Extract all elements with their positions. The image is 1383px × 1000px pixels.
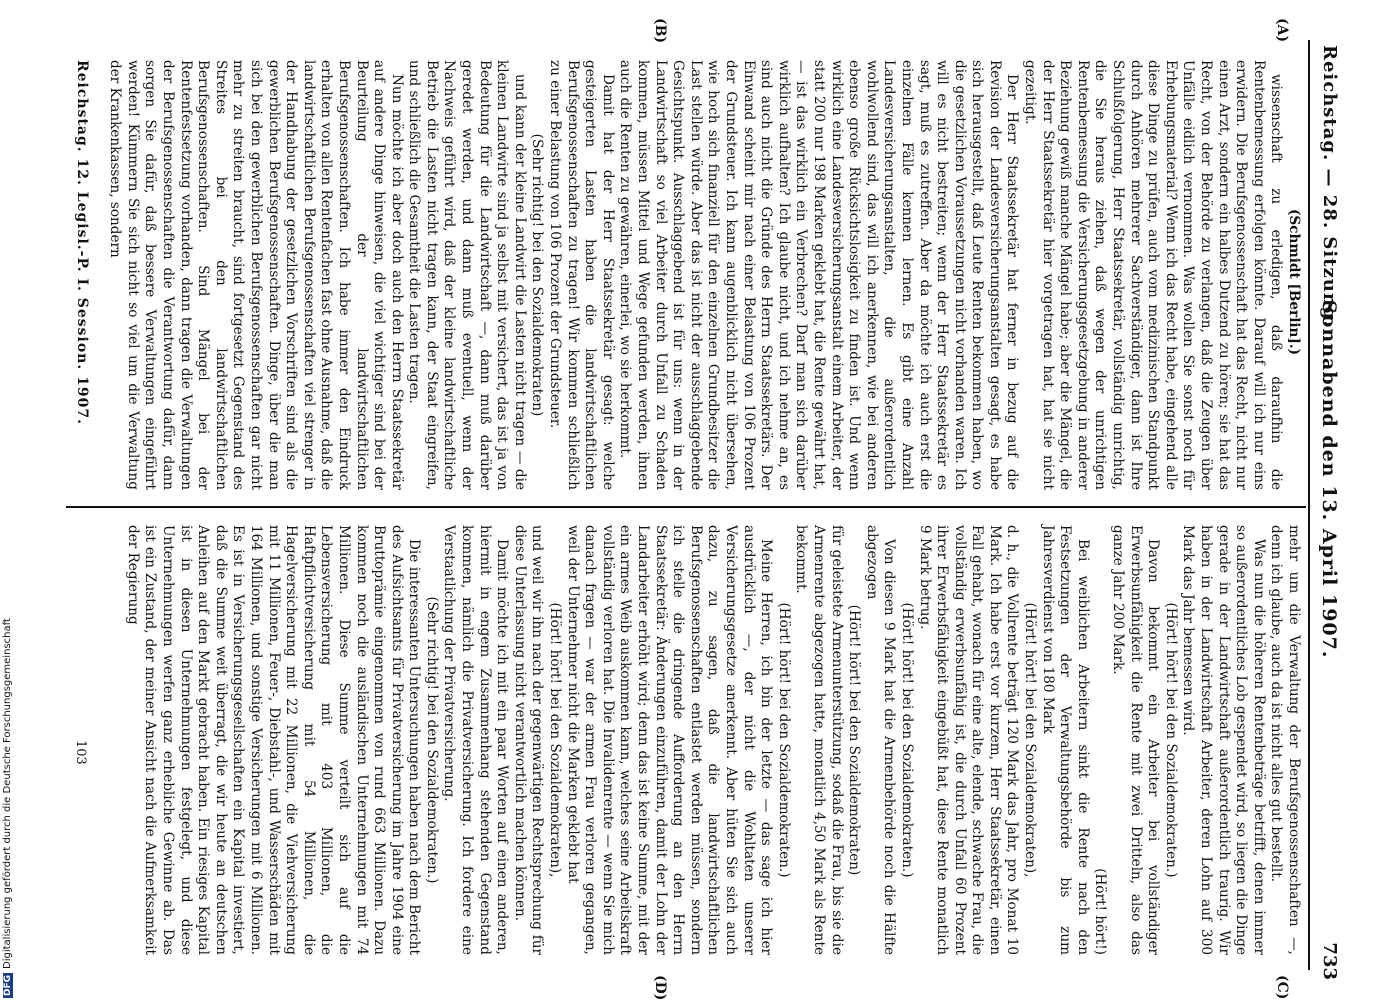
paragraph: Von diesen 9 Mark hat die Armenbehörde noch die Hälfte abgezogen [863,525,898,955]
interjection: (Hört! hört! bei den Sozialdemokraten), [547,602,564,878]
speaker-name: (Schmidt [Berlin].) [1286,208,1302,355]
margin-marker-a: (A) [1274,18,1290,43]
paragraph: Damit hat der Herr Staatssekretär gesagt: welche gesteigerten Lasten haben die landwirtschaftlichen Berufsgenossenschaften zu tragen! Wir kommen schließlich zu einer Belastung von 106 Prozent der Grundsteuer. [547,60,616,490]
dfg-logo-icon: DFG [3,974,13,996]
header-rule [1308,40,1310,970]
right-column [123,525,1302,955]
page-header [1306,0,1350,1000]
paragraph: Meine Herren, ich bin der letzte — das sage ich hier ausdrücklich —, der nicht die Wohltaten unserer Versicherungsgesetze anerkennt. Aber hüten Sie sich auch dazu, zu sagen, daß die landwirtschaftlichen Berufsgenossenschaften entlastet werden müssen, sondern ich stelle die dringende Aufforderung an den Herrn Staatssekretär: Änderungen einzuführen, damit der Lohn der Landarbeiter erhöht wird; denn das ist keine Summe, mit der ein armes Weib auskommen kann, welches seine Arbeitskraft vollständig verloren hat. Die Invalidenrente — wenn Sie mich danach fragen — war der armen Frau verloren gegangen, weil der Unternehmer nicht die Marken geklebt hat [564,525,775,955]
header-session: Reichstag. — 28. Sitzung. [1319,45,1340,328]
margin-marker-d: (D) [652,975,668,1000]
paragraph: wissenschaft zu erledigen, daß daraufhin die Rentenbemessung erfolgen könnte. Darauf will ich nur eins erwidern. Die Berufsgenossenschaft hat das Recht, nicht nur einen Arzt, sondern ein halbes Dutzend zu hören; sie hat das Recht, von der Behörde zu verlangen, daß die Zeugen über Unfälle eidlich vernommen. Was wollen Sie sonst noch für Erhebungsmaterial? Wenn ich das Recht habe, eingehend alle diese Dinge zu prüfen, auch vom medizinischen Standpunkt durch Anhören mehrerer Sachverständiger, dann ist Ihre Schlußfolgerung, Herr Staatssekretär, vollständig unrichtig, die Sie heraus ziehen, daß wegen der unrichtigen Rentenbemessung die Versicherungsgesetzgebung in anderer Beziehung gewiß manche Mängel habe; aber die Mängel, die der Herr Staatssekretär hier vorgetragen hat, hat sie nicht gezeitigt. [1022,60,1285,490]
paragraph: Damit möchte ich mit ein paar Worten auf einen anderen, hiermit in engem Zusammenhang stehenden Gegenstand kommen, nämlich die Privatversicherung. Ich fordere eine Verstaatlichung der Privatversicherung. [441,525,511,955]
credit-text: Digitalisierung gefördert durch die Deutsche Forschungsgemeinschaft [2,618,13,969]
interjection: (Hört! hört! bei den Sozialdemokraten) [846,604,863,876]
interjection: (Hört! hört! bei den Sozialdemokraten.) [1162,602,1179,878]
page-number: 733 [1319,942,1340,980]
interjection: (Hört! hört!) [1092,868,1109,955]
interjection: (Sehr richtig! bei den Sozialdemokraten) [529,133,546,417]
paragraph: Bei weiblichen Arbeitern sinkt die Rente nach den Festsetzungen der Verwaltungsbehörde bis zum Jahresverdienst von 180 Mark [1039,525,1091,955]
footer-number: 103 [73,740,88,765]
document-page [50,0,1350,1000]
paragraph: Davon bekommt ein Arbeiter bei vollständiger Erwerbsunfähigkeit die Rente mit zwei Dritteln, also das ganze Jahr 200 Mark. [1110,525,1162,955]
paragraph: mehr um die Verwaltung der Berufsgenossenschaften —, denn ich glaube, auch da ist nicht alles gut bestellt. [1268,525,1302,955]
digitization-credit [2,618,13,998]
interjection: (Hört! hört! bei den Sozialdemokraten), [1022,602,1039,878]
paragraph: Nun möchte ich aber doch auch den Herrn Staatssekretär auf andere Dinge hinweisen, die viel wichtiger sind bei der Beurteilung der landwirtschaftlichen Berufsgenossenschaften. Ich habe immer den Eindruck erhalten von allen Rentenfachen fast ohne Ausnahme, daß die landwirtschaftlichen Berufsgenossenschaften viel strenger in der Handhabung der gesetzlichen Vorschriften sind als die gewerblichen Berufsgenossenschaften. Dinge, über die man sich bei den gewerblichen Berufsgenossenschaften gar nicht mehr zu streiten braucht, sind fortgesetzt Gegenstand des Streites bei den landwirtschaftlichen Berufsgenossenschaften. Sind Mängel bei der Rentenfestsetzung vorhanden, dann tragen die Verwaltungen der Berufsgenossenschaften die Verantwortung dafür, dann sorgen Sie dafür, daß bessere Verwaltungen eingeführt werden! Kümmern Sie sich nicht so viel um die Verwaltung der Krankenkassen, sondern [107,60,405,490]
paragraph: und kann der kleine Landwirt die Lasten nicht tragen — die kleinen Landwirte sind ja selbst mit versichert, das ist ja von Bedeutung für die Landwirtschaft —, dann muß darüber geredet werden, und dann muß eventuell, wenn der Nachweis geführt wird, daß der kleine landwirtschaftliche Betrieb die Lasten nicht tragen kann, der Staat eingreifen, und schließlich die Gesamtheit die Lasten tragen. [406,60,528,490]
paragraph: Der Herr Staatssekretär hat ferner in bezug auf die Revision der Landesversicherungsanstalten gesagt, es habe sich herausgestellt, daß Leute Renten bekommen haben, wo die gesetzlichen Voraussetzungen nicht vorhanden waren. Ich will es nicht bestreiten; wenn der Herr Staatssekretär es sagt, muß es zutreffen. Aber da möchte ich auch erst die einzelnen Fälle kennen lernen. Es gibt eine Anzahl Landesversicherungsanstalten, die außerordentlich wohlwollend sind, das will ich anerkennen, wie bei anderen ebenso große Rücksichtslosigkeit zu finden ist. Und wenn wirklich eine Landesversicherungsanstalt einem Arbeiter, der statt 200 nur 198 Marken geklebt hat, die Rente gewährt hat, — ist das wirklich ein Verbrechen? Darf man sich darüber wirklich aufhalten? Ich glaube nicht, und ich nehme an, es sind auch nicht die Gründe des Herrn Staatssekretärs. Der Einwand scheint mir nach einer Belastung von 106 Prozent der Grundsteuer. Ich kann augenblicklich nicht übersehen, wie hoch sich finanziell für den einzelnen Grundbesitzer die Last stellen würde. Aber das ist nicht der ausschlaggebende Gesichtspunkt. Ausschlaggebend ist für uns: wenn in der Landwirtschaft so viel Arbeiter durch Unfall zu Schaden kommen, müssen Mittel und Wege gefunden werden, ihnen auch die Renten zu gewähren, einerlei, wo sie herkommt. [617,60,1021,490]
margin-marker-c: (C) [1274,975,1290,1000]
header-date: Sonnabend den 13. April 1907. [1318,300,1340,659]
paragraph: Was nun die höheren Rentenbeträge betrifft, denen immer so außerordentliches Lob gespendet wird, so liegen die Dinge gerade in der Landwirtschaft außerordentlich traurig. Wir haben in der Landwirtschaft Arbeiter, deren Lohn auf 300 Mark das Jahr bemessen wird. [1180,525,1267,955]
margin-marker-b: (B) [652,18,668,44]
left-column [106,60,1302,490]
paragraph: Die interessanten Untersuchungen haben nach dem Bericht des Aufsichtsamts für Privatversicherung im Jahre 1904 eine Bruttoprämie eingenommen von rund 663 Millionen. Dazu kommen noch die ausländischen Unternehmungen mit 74 Millionen. Diese Summe verteilt sich auf die Lebensversicherung mit 403 Millionen, die Haftpflichtversicherung mit 54 Millionen, die Hagelversicherung mit 22 Millionen, die Viehversicherung mit 11 Millionen, Feuer-, Diebstahl-, und Wasserschäden mit 164 Millionen, und sonstige Versicherungen mit 6 Millionen. Es ist in Versicherungsgesellschaften ein Kapital investiert, daß die Summe weit überragt, die wir heute an deutschen Anleihen auf den Markt gebracht haben. Ein riesiges Kapital ist in diesen Unternehmungen festgelegt, und diese Unternehmungen werfen ganz erhebliche Gewinne ab. Das ist ein Zustand, der meiner Ansicht nach die Aufmerksamkeit der Regierung [124,525,423,955]
paragraph: und weil wir ihn nach der gegenwärtigen Rechtsprechung für diese Unterlassung nicht verantwortlich machen können. [511,525,546,955]
interjection: (Hört! hört! bei den Sozialdemokraten.) [898,602,915,878]
interjection: (Sehr richtig! bei den Sozialdemokraten.) [423,596,440,884]
paragraph: für geleistete Armenunterstützung, sodaß die Frau, bis sie die Armenrente abgezogen hatte, monatlich 4,50 Mark als Rente bekommt. [793,525,845,955]
footer-session-info: Reichstag. 12. Legisl.-P. I. Session. 1907. [74,60,90,425]
column-divider [66,506,1306,508]
paragraph: d. h., die Vollrente beträgt 120 Mark das Jahr, pro Monat 10 Mark. Ich habe erst vor kurzem, Herr Staatssekretär, einen Fall gehabt, wonach für eine alte, elende, schwache Frau, die vollständig erwerbsunfähig ist, die durch Unfall 60 Prozent ihrer Erwerbsfähigkeit eingebüßt hat, diese Rente monatlich 9 Mark betrug. [916,525,1021,955]
interjection: (Hört! hört! bei den Sozialdemokraten.) [775,602,792,878]
